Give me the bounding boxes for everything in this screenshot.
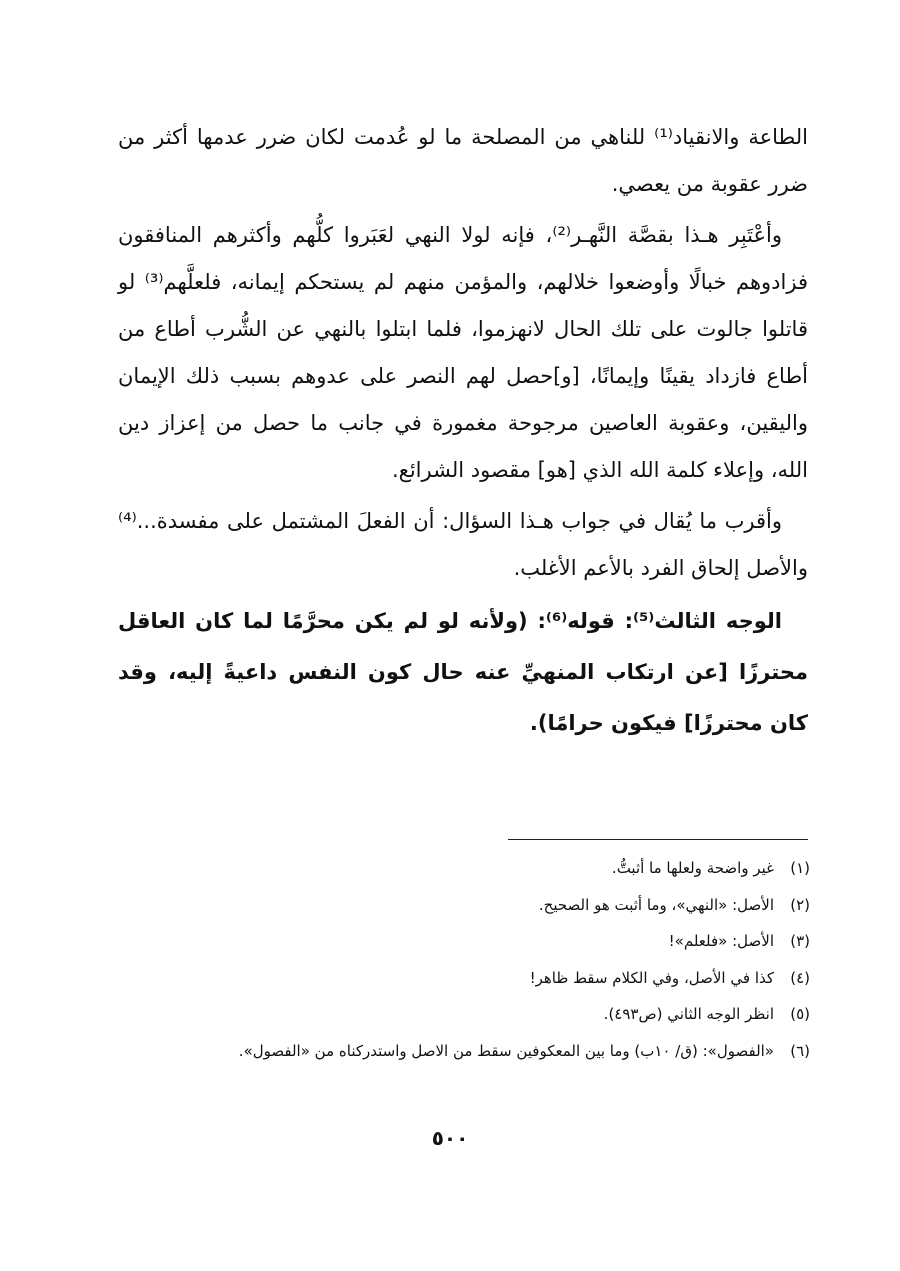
footnote-5	[115, 996, 810, 1033]
page-number: ٥٠٠	[431, 1126, 469, 1150]
footnote-number: (٣)	[790, 932, 810, 950]
footnotes	[115, 850, 810, 1069]
footnote-text: غير واضحة ولعلها ما أثبتُّ.	[611, 859, 774, 877]
footnote-text: الأصل: «فلعلم»!	[668, 932, 774, 950]
footnote-text: الأصل: «النهي»، وما أثبت هو الصحيح.	[538, 895, 774, 914]
paragraph-4: الوجه الثالث⁽⁵⁾: قوله⁽⁶⁾: (ولأنه لو لم يكن محرَّمًا لما كان العاقل محترزًا [عن ارتكاب المنهيِّ عنه حال كون النفس داعيةً إليه، وقد كان محترزًا] فيكون حرامًا).	[118, 609, 808, 735]
footnote-text: انظر الوجه الثاني (ص٤٩٣).	[603, 1005, 774, 1023]
footnote-1	[115, 850, 810, 887]
paragraph-2: وأعْتَبِر هـذا بقصَّة النَّهـر⁽²⁾، فإنه لولا النهي لعَبَروا كلُّهم وأكثرهم المنافقون فزادوهم خبالًا وأوضعوا خلالهم، والمؤمن منهم لم يستحكم إيمانه، فلعلَّهم⁽³⁾ لو قاتلوا جالوت على تلك الحال لانهزموا، فلما ابتلوا بالنهي عن الشُّرب أطاع من أطاع فازداد يقينًا وإيمانًا، [و]حصل لهم النصر على عدوهم بسبب ذلك الإيمان واليقين، وعقوبة العاصين مرجوحة مغمورة في جانب ما حصل من إعزاز دين الله، وإعلاء كلمة الله الذي [هو] مقصود الشرائع.	[118, 223, 808, 482]
footnote-number: (٤)	[790, 968, 810, 987]
footnote-text: «الفصول»: (ق/ ١٠ب) وما بين المعكوفين سقط من الاصل واستدركناه من «الفصول».	[238, 1041, 774, 1060]
main-text	[118, 114, 808, 753]
paragraph-3: وأقرب ما يُقال في جواب هـذا السؤال: أن الفعلَ المشتمل على مفسدة...⁽⁴⁾ والأصل إلحاق الفرد بالأعم الأغلب.	[118, 509, 808, 580]
footnote-4	[115, 960, 810, 997]
footnote-2	[115, 887, 810, 924]
footnote-6	[115, 1033, 810, 1070]
footnote-number: (٢)	[790, 895, 810, 914]
footnote-3	[115, 923, 810, 960]
footnote-number: (١)	[790, 859, 810, 877]
paragraph-1: الطاعة والانقياد⁽¹⁾ للناهي من المصلحة ما لو عُدمت لكان ضرر عدمها أكثر من ضرر عقوبة من يعصي.	[118, 125, 808, 196]
footnote-separator	[508, 839, 808, 840]
footnote-number: (٥)	[790, 1005, 810, 1023]
footnote-number: (٦)	[790, 1041, 810, 1060]
footnote-text: كذا في الأصل، وفي الكلام سقط ظاهر!	[529, 968, 774, 987]
